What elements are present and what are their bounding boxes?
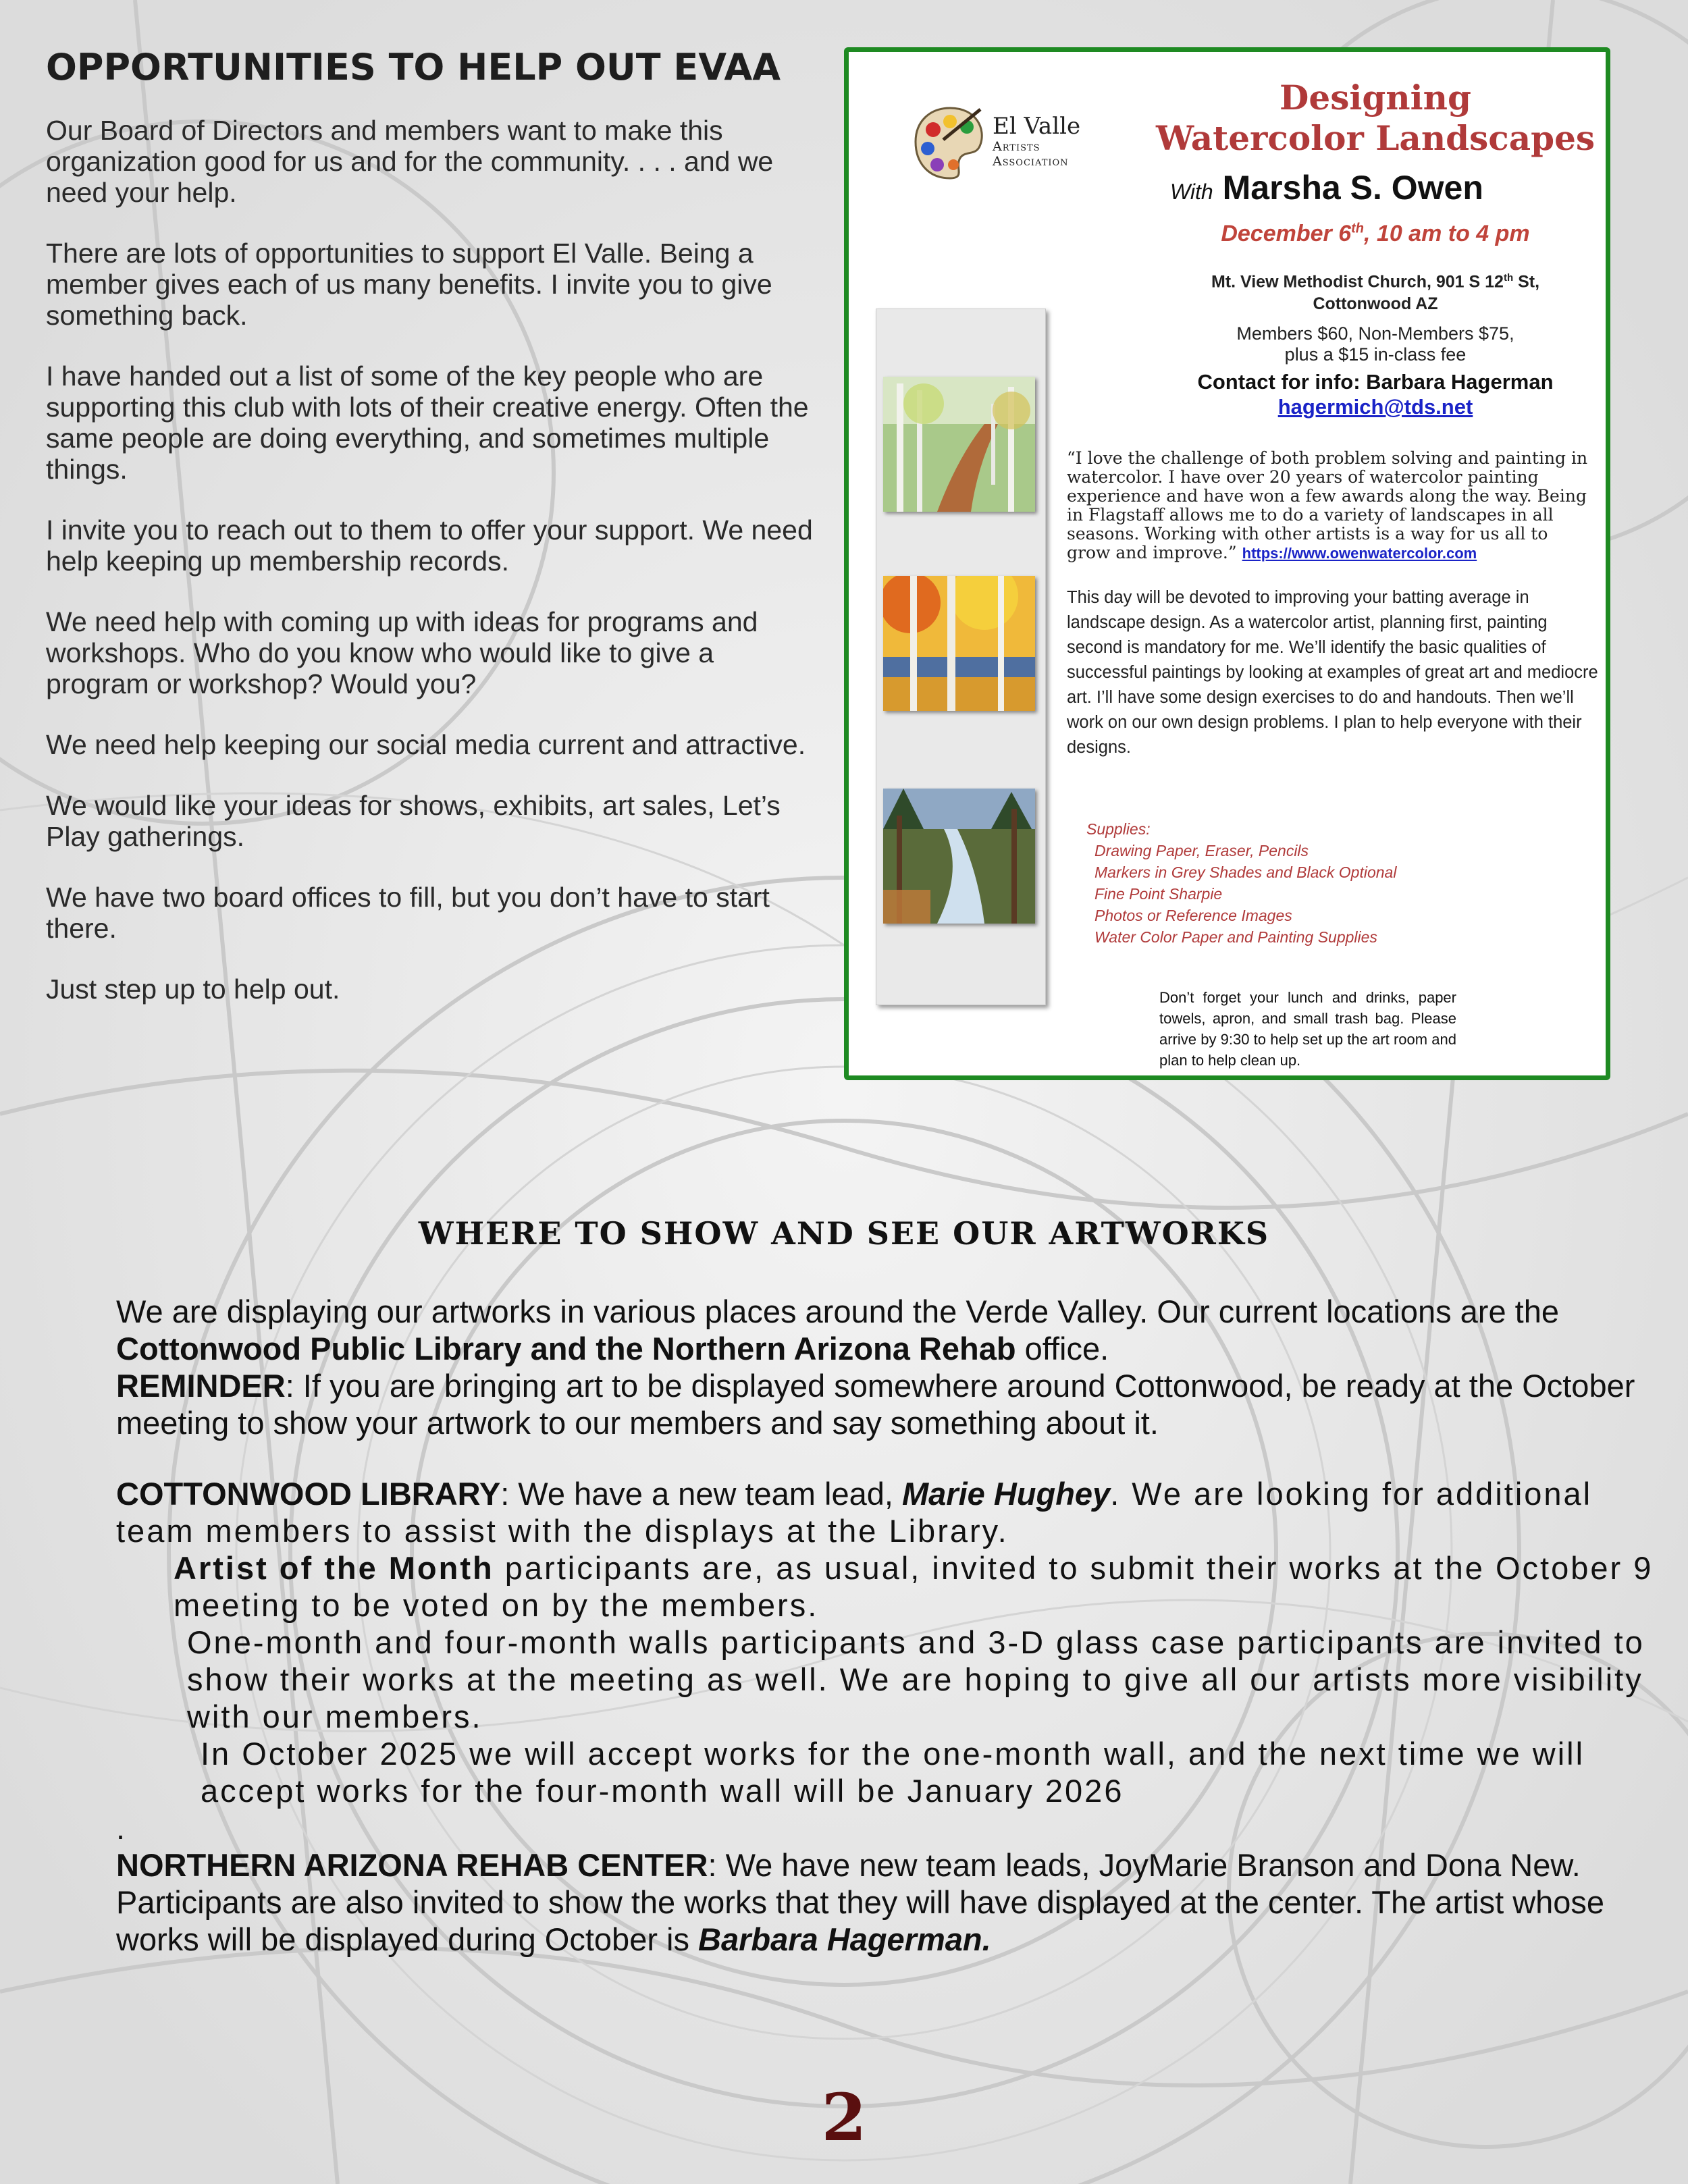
opportunities-heading: OPPORTUNITIES TO HELP OUT EVAA [46,46,781,88]
workshop-price: Members $60, Non-Members $75, plus a $15 in-class fee [1236,323,1514,365]
autumn-aspen-painting [883,576,1035,711]
artist-of-month-paragraph: Artist of the Month participants are, as usual, invited to submit their works at the October 9 meeting to be voted on by the members. [174,1550,1654,1623]
paragraph: There are lots of opportunities to support El Valle. Being a member gives each of us many benefits. I invite you to give something back. [46,238,772,331]
paragraph: We have two board offices to fill, but you don’t have to start there. [46,882,770,944]
paragraph: We would like your ideas for shows, exhibits, art sales, Let’s Play gatherings. [46,790,781,852]
reminder-note: Don’t forget your lunch and drinks, paper towels, apron, and small trash bag. Please arrive by 9:30 to help set up the art room and plan to help clean up. [1159,989,1456,1069]
rehab-paragraph: NORTHERN ARIZONA REHAB CENTER: We have new team leads, JoyMarie Branson and Dona New. Participants are also invited to show the works that they will have displayed at the center. The artist whose works will be displayed during October is Barbara Hagerman. [116,1847,1605,1957]
title-line: Watercolor Landscapes [1155,118,1595,158]
show-section-heading: WHERE TO SHOW AND SEE OUR ARTWORKS [418,1215,1270,1252]
contact-info: Contact for info: Barbara Hagerman hagermich@tds.net [1139,369,1612,419]
supply-item: Photos or Reference Images [1094,907,1292,924]
supply-item: Drawing Paper, Eraser, Pencils [1094,842,1309,859]
instructor-name: Marsha S. Owen [1222,169,1483,207]
contact-email-link[interactable]: hagermich@tds.net [1277,395,1473,419]
paragraph: I have handed out a list of some of the key people who are supporting this club with lots of their creative energy. Often the same people are doing everything, and sometimes multiple things. [46,361,809,485]
page-number: 2 [821,2079,867,2156]
supply-item: Fine Point Sharpie [1094,885,1223,903]
paragraph: We need help keeping our social media current and attractive. [46,729,806,760]
workshop-flyer [844,47,1610,1080]
aspen-path-painting [883,377,1035,512]
supply-item: Water Color Paper and Painting Supplies [1094,928,1377,946]
palette-icon [913,103,987,184]
instructor-line [1170,168,1589,207]
paragraph: Our Board of Directors and members want to make this organization good for us and for the community. . . . and we need your help. [46,115,774,208]
logo-subtitle: Association [993,154,1069,169]
supply-item: Markers in Grey Shades and Black Optional [1094,863,1397,881]
workshop-description: This day will be devoted to improving your batting average in landscape design. As a watercolor artist, planning first, painting second is mandatory for me. We’ll identify the basic qualities of successful paintings by looking at examples of great art and mediocre art. I’ll have some design exercises to do and handouts. Then we’ll work on our own design problems. I plan to help everyone with their designs. [1067,588,1598,757]
logo-title: El Valle [993,113,1081,140]
intro-paragraph: We are displaying our artworks in various places around the Verde Valley. Our current locations are the Cottonwood Public Library and the Northern Arizona Rehab office. [116,1294,1559,1366]
walls-paragraph: One-month and four-month walls participants and 3-D glass case participants are invited to show their works at the meeting as well. We are hoping to give all our artists more visibility with our members. [187,1624,1645,1734]
october-paragraph: In October 2025 we will accept works for the one-month wall, and the next time we will accept works for the four-month wall will be January 2026 [201,1736,1585,1809]
supplies-label: Supplies: [1086,820,1151,838]
library-paragraph: COTTONWOOD LIBRARY: We have a new team lead, Marie Hughey. We are looking for additional team members to assist with the displays at the Library. [116,1476,1593,1549]
with-label: With [1170,180,1213,204]
logo-subtitle: Artists [993,139,1040,154]
paragraph: Just step up to help out. [46,974,340,1005]
period-line: . [116,1810,126,1846]
opportunities-section [46,47,822,1034]
paragraph: We need help with coming up with ideas for programs and workshops. Who do you know who would like to give a program or workshop? Would you? [46,606,758,699]
forest-creek-painting [883,789,1035,924]
supplies-list [1086,818,1492,948]
paragraph: I invite you to reach out to them to offer your support. We need help keeping up membership records. [46,514,813,577]
workshop-date: December 6th, 10 am to 4 pm [1221,221,1530,246]
show-section-body [116,1293,1669,1958]
website-link[interactable]: https://www.owenwatercolor.com [1242,545,1477,562]
title-line: Designing [1280,78,1471,117]
painting-strip [876,309,1046,1005]
instructor-quote: “I love the challenge of both problem solving and painting in watercolor. I have over 20 years of watercolor painting experience and have won a few awards along the way. Being in Flagstaff allows me to do a variety of landscapes in all seasons. Working with other artists is a way for us all to grow and improve.” https://www.owenwatercolor.com [1067,448,1588,562]
workshop-title [1139,78,1612,159]
workshop-location: Mt. View Methodist Church, 901 S 12th St, Cottonwood AZ [1211,272,1540,314]
evaa-logo [913,103,1109,190]
reminder-paragraph: REMINDER: If you are bringing art to be displayed somewhere around Cottonwood, be ready at the October meeting to show your artwork to our members and say something about it. [116,1368,1635,1441]
